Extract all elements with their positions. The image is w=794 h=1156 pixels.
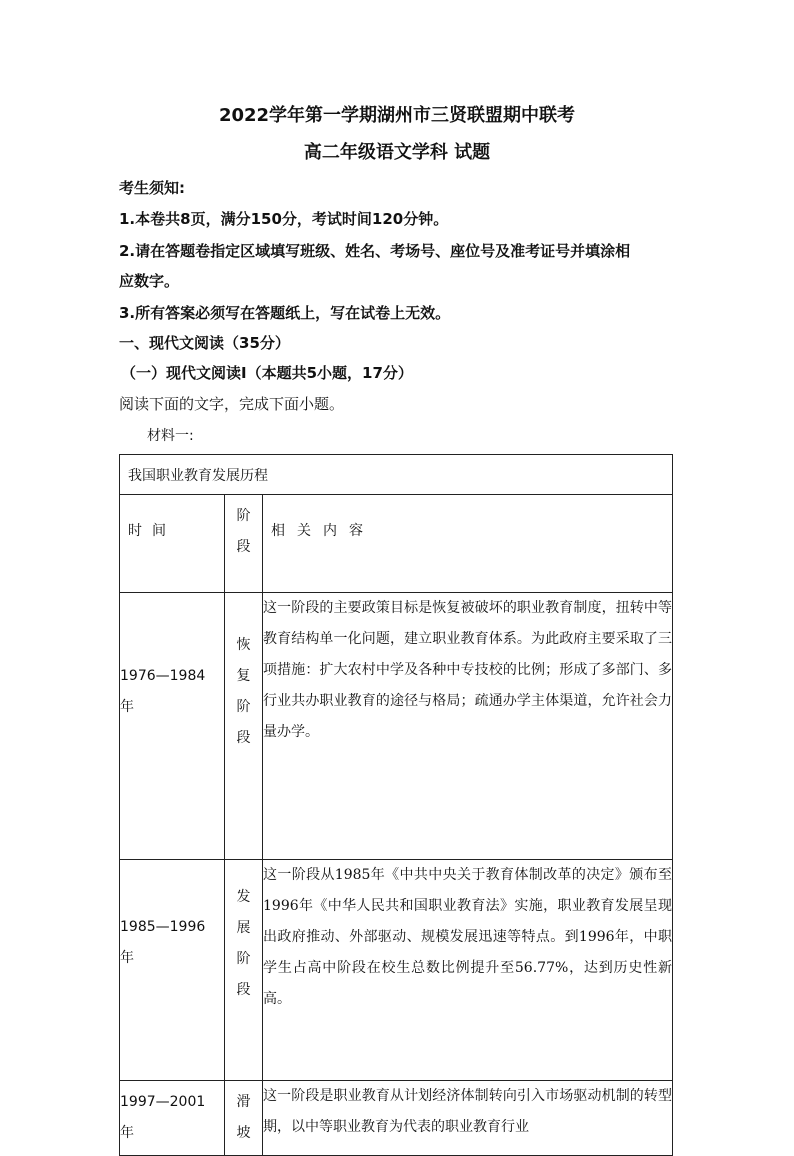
row-time-range: 1976—1984	[120, 668, 206, 684]
row-time	[120, 860, 225, 1081]
row-time-unit: 年	[120, 1125, 134, 1141]
header-stage	[225, 495, 263, 593]
row-time-unit: 年	[120, 699, 134, 715]
notice-rule-3: 3.所有答案必须写在答题纸上，写在试卷上无效。	[119, 304, 451, 322]
stage-char: 复	[236, 668, 251, 684]
stage-char: 段	[236, 982, 251, 998]
header-content: 相关内容	[263, 495, 673, 593]
stage-char: 恢	[236, 637, 251, 653]
row-time	[120, 593, 225, 860]
header-stage-char: 段	[236, 539, 251, 555]
row-content: 这一阶段从1985年《中共中央关于教育体制改革的决定》颁布至1996年《中华人民共和国职业教育法》实施，职业教育发展呈现出政府推动、外部驱动、规模发展迅速等特点。到1996年，中职学生占高中阶段在校生总数比例提升至56.77%，达到历史性新高。	[263, 860, 673, 1081]
notice-rule-1: 1.本卷共8页，满分150分，考试时间120分钟。	[119, 210, 449, 228]
row-time-range: 1985—1996	[120, 919, 206, 935]
material-label: 材料一:	[147, 428, 194, 444]
table-caption: 我国职业教育发展历程	[120, 455, 673, 495]
row-time	[120, 1081, 225, 1156]
stage-char: 坡	[236, 1125, 251, 1141]
stage-char: 阶	[236, 699, 251, 715]
row-time-range: 1997—2001	[120, 1094, 206, 1110]
notice-rule-2: 2.请在答题卷指定区域填写班级、姓名、考场号、座位号及准考证号并填涂相	[119, 242, 631, 260]
notice-rule-2-cont: 应数字。	[119, 272, 180, 290]
section-instruction: 阅读下面的文字，完成下面小题。	[119, 395, 345, 413]
history-table	[119, 454, 673, 1156]
stage-char: 阶	[236, 951, 251, 967]
row-time-unit: 年	[120, 950, 134, 966]
row-stage	[225, 860, 263, 1081]
row-stage	[225, 1081, 263, 1156]
exam-title: 2022学年第一学期湖州市三贤联盟期中联考	[218, 105, 576, 126]
table-row	[120, 860, 673, 1081]
stage-char: 发	[236, 889, 251, 905]
notice-heading: 考生须知:	[119, 179, 185, 197]
stage-char: 滑	[236, 1094, 251, 1110]
table-row	[120, 1081, 673, 1156]
table-header-row	[120, 495, 673, 593]
section-title: 一、现代文阅读（35分）	[119, 334, 290, 352]
table-row	[120, 593, 673, 860]
row-stage	[225, 593, 263, 860]
header-time: 时间	[120, 495, 225, 593]
stage-char: 展	[236, 920, 251, 936]
header-stage-char: 阶	[236, 508, 251, 524]
exam-subtitle: 高二年级语文学科 试题	[303, 142, 491, 163]
stage-char: 段	[236, 730, 251, 746]
row-content: 这一阶段的主要政策目标是恢复被破坏的职业教育制度，扭转中等教育结构单一化问题，建立职业教育体系。为此政府主要采取了三项措施：扩大农村中学及各种中专技校的比例；形成了多部门、多行业共办职业教育的途径与格局；疏通办学主体渠道，允许社会力量办学。	[263, 593, 673, 860]
row-content: 这一阶段是职业教育从计划经济体制转向引入市场驱动机制的转型期，以中等职业教育为代表的职业教育行业	[263, 1081, 673, 1156]
section-subtitle: （一）现代文阅读Ⅰ（本题共5小题，17分）	[121, 364, 413, 382]
